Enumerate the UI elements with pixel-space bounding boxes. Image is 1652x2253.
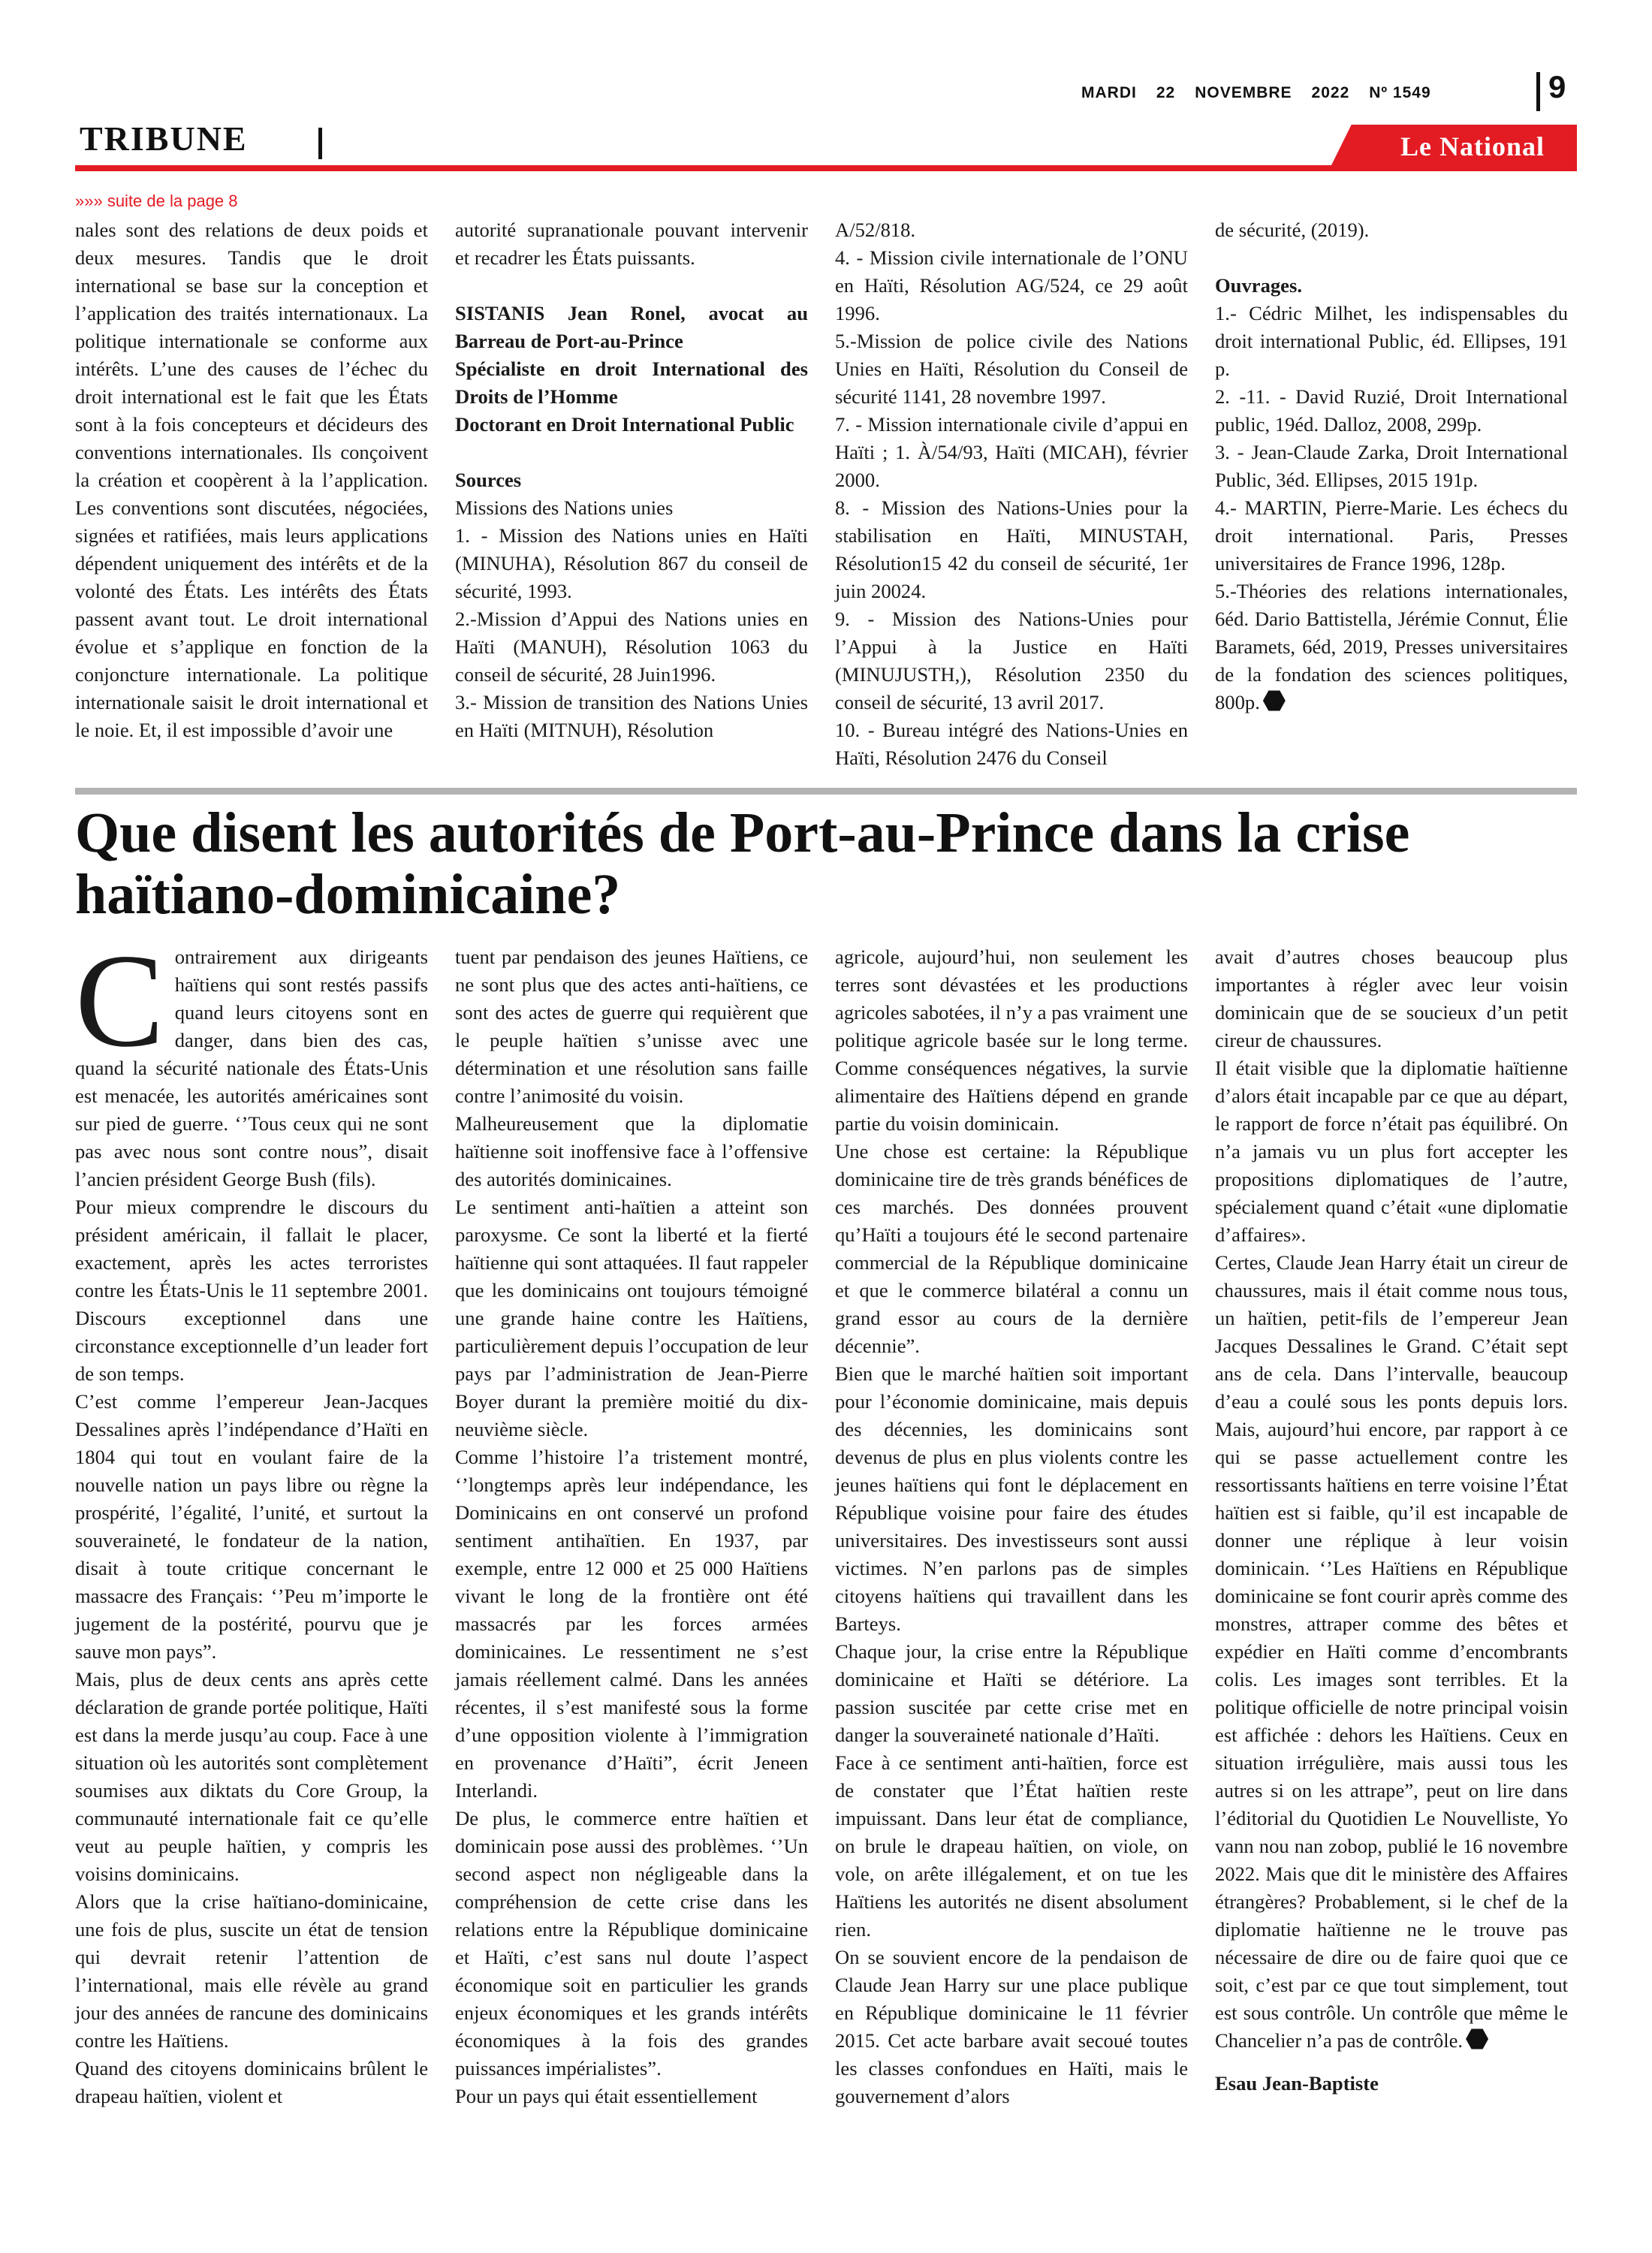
ouvrages-heading: Ouvrages. — [1215, 274, 1302, 297]
paragraph: Une chose est certaine: la République dominicaine tire de très grands bénéfices de ces marchés. Des données prouvent qu’Haïti a toujours été le second partenaire commercial de la République dominicaine et que le commerce bilatéral a connu un grand essor au cours de la dernière décennie”. — [835, 1140, 1188, 1357]
article-headline: Que disent les autorités de Port-au-Prince dans la crise haïtiano-dominicaine? — [75, 801, 1410, 926]
section-divider — [318, 128, 322, 159]
paragraph: nales sont des relations de deux poids et deux mesures. Tandis que le droit international se base sur la conception et l’application des traités internationaux. La politique internationale se conforme aux intérêts. L’une des causes de l’échec du droit international est le fait que les États sont à la fois concepteurs et décideurs des conventions internationales. Ils conçoivent la création et coopèrent à la l’application. Les conventions sont discutées, négociées, signées et ratifiées, mais leurs applications dépendent uniquement des intérêts et de la volonté des États. Les intérêts des États passent avant tout. Le droit international évolue et s’applique en fonction de la conjoncture internationale. La politique internationale saisit le droit international et le noie. Et, il est impossible d’avoir une — [75, 219, 428, 741]
paragraph: Comme l’histoire l’a tristement montré, ‘’longtemps après leur indépendance, les Dominicains en ont conservé un profond sentiment antihaïtien. En 1937, par exemple, entre 12 000 et 25 000 Haïtiens vivant le long de la frontière ont été massacrés par les forces armées dominicaines. Le ressentiment ne s’est jamais réellement calmé. Dans les années récentes, il s’est manifesté sous la forme d’une opposition violente à l’immigration en provenance d’Haïti”, écrit Jeneen Interlandi. — [455, 1446, 808, 1802]
paragraph: Bien que le marché haïtien soit important pour l’économie dominicaine, mais depuis des décennies, les dominicains sont devenus de plus en plus violents contre les jeunes haïtiens qui font le déplacement en République voisine pour faire des études universitaires. Des investisseurs sont aussi victimes. N’en parlons pas de simples citoyens haïtiens qui travaillent dans les Barteys. — [835, 1362, 1188, 1635]
issue-number: Nº 1549 — [1369, 84, 1431, 101]
paragraph: Chaque jour, la crise entre la République dominicaine et Haïti se détériore. La passion suscitée par cette crise met en danger la souveraineté nationale d’Haïti. — [835, 1640, 1188, 1746]
main-article-column-2 — [455, 943, 808, 2110]
end-of-article-icon — [1263, 689, 1286, 712]
author-credential: Spécialiste en droit International des Droits de l’Homme — [455, 357, 808, 408]
paragraph: De plus, le commerce entre haïtien et dominicain pose aussi des problèmes. ‘’Un second aspect non négligeable dans la compréhension de cette crise dans les relations entre la République dominicaine et Haïti, c’est sans nul doute l’aspect économique soit en particulier les grands enjeux économiques et les grands intérêts économiques à la fois des grandes puissances impérialistes”. — [455, 1807, 808, 2080]
main-article-column-3 — [835, 943, 1188, 2110]
paragraph: Certes, Claude Jean Harry était un cireur de chaussures, mais il était comme nous tous, un haïtien, petit-fils de l’empereur Jean Jacques Dessalines le Grand. C’était sept ans de cela. Dans l’intervalle, beaucoup d’eau a coulé sous les ponts depuis lors. Mais, aujourd’hui encore, par rapport à ce qui se passe actuellement contre les ressortissants haïtiens en terre voisine l’État haïtien est si faible, qu’il est incapable de donner une réplique à leur voisin dominicain. ‘’Les Haïtiens en République dominicaine se font courir après comme des monstres, attraper comme des bêtes et expédier en Haïti comme d’encombrants colis. Les images sont terribles. Et la politique officielle de notre principal voisin est affichée : dehors les Haïtiens. Ceux en situation irrégulière, mais aussi tous les autres si on les attrape”, peut on lire dans l’éditorial du Quotidien Le Nouvelliste, Yo vann nou nan zobop, publié le 16 novembre 2022. Mais que dit le ministère des Affaires étrangères? Probablement, si le chef de la diplomatie haïtienne ne le trouve pas nécessaire de dire ou de faire quoi que ce soit, c’est par ce que tout simplement, tout est sous contrôle. Un contrôle que même le Chancelier n’a pas de contrôle. — [1215, 1251, 1568, 2052]
paragraph: Malheureusement que la diplomatie haïtienne soit inoffensive face à l’offensive des autorités dominicaines. — [455, 1112, 808, 1190]
continued-from-label: »»» suite de la page 8 — [75, 192, 238, 210]
issue-date — [1081, 84, 1502, 102]
issue-date-num: 22 — [1156, 84, 1176, 101]
top-article-column-3 — [835, 216, 1188, 772]
paragraph: avait d’autres choses beaucoup plus importantes à régler avec leur voisin dominicain que de se soucieux d’un petit cireur de chaussures. — [1215, 946, 1568, 1051]
author-credential: Doctorant en Droit International Public — [455, 413, 794, 436]
ouvrage-item: 5.-Théories des relations internationales, 6éd. Dario Battistella, Jérémie Connut, Élie Baramets, 6éd, 2019, Presses universitaires de la fondation des sciences politiques, 800p. — [1215, 580, 1568, 713]
paragraph: Quand des citoyens dominicains brûlent le drapeau haïtien, violent et — [75, 2057, 428, 2107]
header-rule — [75, 165, 1577, 171]
paragraph: On se souvient encore de la pendaison de Claude Jean Harry sur une place publique en République dominicaine le 11 février 2015. Cet acte barbare avait secoué toutes les classes confondues en Haïti, mais le gouvernement d’alors — [835, 1946, 1188, 2107]
source-item: 1. - Mission des Nations unies en Haïti (MINUHA), Résolution 867 du conseil de sécurité, 1993. — [455, 524, 808, 602]
source-item: 4. - Mission civile internationale de l’ONU en Haïti, Résolution AG/524, ce 29 août 1996. — [835, 246, 1188, 324]
source-item: Missions des Nations unies — [455, 496, 674, 519]
source-item: 5.-Mission de police civile des Nations Unies en Haïti, Résolution du Conseil de sécurité 1141, 28 novembre 1997. — [835, 330, 1188, 408]
top-article-column-2 — [455, 216, 808, 744]
paragraph: Mais, plus de deux cents ans après cette déclaration de grande portée politique, Haïti est dans la merde jusqu’au coup. Face à une situation où les autorités sont complètement soumises aux diktats du Core Group, la communauté internationale fait ce qu’elle veut au peuple haïtien, y compris les voisins dominicains. — [75, 1668, 428, 1885]
paragraph: Le sentiment anti-haïtien a atteint son paroxysme. Ce sont la liberté et la fierté haïtienne qui sont attaquées. Il faut rappeler que les dominicains ont toujours témoigné une grande haine contre les Haïtiens, particulièrement depuis l’occupation de leur pays par l’administration de Jean-Pierre Boyer durant la première moitié du dix-neuvième siècle. — [455, 1196, 808, 1440]
source-item: 3.- Mission de transition des Nations Unies en Haïti (MITNUH), Résolution — [455, 691, 808, 741]
article-author: Esau Jean-Baptiste — [1215, 2072, 1379, 2095]
source-item: 10. - Bureau intégré des Nations-Unies en Haïti, Résolution 2476 du Conseil — [835, 719, 1188, 769]
end-of-article-icon — [1466, 2028, 1488, 2050]
paragraph: Il était visible que la diplomatie haïtienne d’alors était incapable par ce que au départ, le rapport de force n’était pas équilibré. On n’a jamais vu un plus fort accepter les propositions diplomatiques de l’autre, spécialement quand c’était «une diplomatie d’affaires». — [1215, 1057, 1568, 1246]
main-article-column-1 — [75, 926, 428, 2110]
issue-month: NOVEMBRE — [1195, 84, 1292, 101]
sources-heading: Sources — [455, 469, 522, 491]
issue-year: 2022 — [1311, 84, 1350, 101]
paragraph: Face à ce sentiment anti-haïtien, force est de constater que l’État haïtien reste impuissant. Dans leur état de compliance, on brule le drapeau haïtien, on viole, on vole, on arête illégalement, et on tue les Haïtiens les autorités ne disent absolument rien. — [835, 1751, 1188, 1941]
top-article-column-1 — [75, 216, 428, 744]
top-article-column-4 — [1215, 216, 1568, 716]
source-item: 7. - Mission internationale civile d’appui en Haïti ; 1. À/54/93, Haïti (MICAH), février 2000. — [835, 413, 1188, 491]
main-article-column-4 — [1215, 943, 1568, 2098]
page-number-divider — [1536, 72, 1540, 111]
section-title: TRIBUNE — [80, 119, 248, 158]
drop-cap: C — [75, 926, 164, 1075]
paragraph: Alors que la crise haïtiano-dominicaine, une fois de plus, suscite un état de tension qui devrait retenir l’attention de l’international, mais elle révèle au grand jour des années de rancune des dominicains contre les Haïtiens. — [75, 1890, 428, 2052]
author-signature: SISTANIS Jean Ronel, avocat au Barreau de Port-au-Prince — [455, 302, 808, 352]
source-item: 2.-Mission d’Appui des Nations unies en Haïti (MANUH), Résolution 1063 du conseil de sécurité, 28 Juin1996. — [455, 608, 808, 686]
paragraph: tuent par pendaison des jeunes Haïtiens, ce ne sont plus que des actes anti-haïtiens, ce sont des actes de guerre qui requièrent que le peuple haïtien s’unisse avec une détermination et une résolution sans faille contre l’animosité du voisin. — [455, 946, 808, 1107]
ouvrage-item: 3. - Jean-Claude Zarka, Droit International Public, 3éd. Ellipses, 2015 191p. — [1215, 441, 1568, 491]
paragraph: C’est comme l’empereur Jean-Jacques Dessalines après l’indépendance d’Haïti en 1804 qui tout en voulant faire de la nouvelle nation un pays libre ou règne la prospérité, l’égalité, l’unité, et surtout la souveraineté, le fondateur de la nation, disait à toute critique concernant le massacre des Français: ‘’Peu m’importe le jugement de la postérité, pourvu que je sauve mon pays”. — [75, 1390, 428, 1663]
paragraph: Pour un pays qui était essentiellement — [455, 2085, 758, 2107]
source-item: de sécurité, (2019). — [1215, 219, 1370, 241]
paragraph: Contrairement aux dirigeants haïtiens qui sont restés passifs quand leurs citoyens sont en danger, dans bien des cas, quand la sécurité nationale des États-Unis est menacée, les autorités américaines sont sur pied de guerre. ‘’Tous ceux qui ne sont pas avec nous sont contre nous”, disait l’ancien président George Bush (fils). — [75, 926, 428, 1190]
page-number: 9 — [1548, 69, 1566, 104]
issue-day: MARDI — [1081, 84, 1137, 101]
paragraph: agricole, aujourd’hui, non seulement les terres sont dévastées et les productions agricoles sabotées, il n’y a pas vraiment une politique agricole basée sur le long terme. Comme conséquences négatives, la survie alimentaire des Haïtiens dépend en grande partie du voisin dominicain. — [835, 946, 1188, 1135]
newspaper-logo: Le National — [1400, 131, 1545, 161]
ouvrage-item: 2. -11. - David Ruzié, Droit International public, 19éd. Dalloz, 2008, 299p. — [1215, 385, 1568, 436]
article-divider — [75, 788, 1577, 795]
source-item: A/52/818. — [835, 219, 916, 241]
ouvrage-item: 4.- MARTIN, Pierre-Marie. Les échecs du droit international. Paris, Presses universitaires de France 1996, 128p. — [1215, 496, 1568, 575]
paragraph: autorité supranationale pouvant intervenir et recadrer les États puissants. — [455, 219, 808, 269]
source-item: 8. - Mission des Nations-Unies pour la stabilisation en Haïti, MINUSTAH, Résolution15 42 du conseil de sécurité, 1er juin 20024. — [835, 496, 1188, 602]
ouvrage-item: 1.- Cédric Milhet, les indispensables du droit international Public, éd. Ellipses, 191 p. — [1215, 302, 1568, 380]
source-item: 9. - Mission des Nations-Unies pour l’Appui à la Justice en Haïti (MINUJUSTH,), Résolution 2350 du conseil de sécurité, 13 avril 2017. — [835, 608, 1188, 713]
paragraph: Pour mieux comprendre le discours du président américain, il fallait le placer, exactement, après les actes terroristes contre les États-Unis le 11 septembre 2001. Discours exceptionnel dans une circonstance exceptionnelle d’un leader fort de son temps. — [75, 1196, 428, 1385]
